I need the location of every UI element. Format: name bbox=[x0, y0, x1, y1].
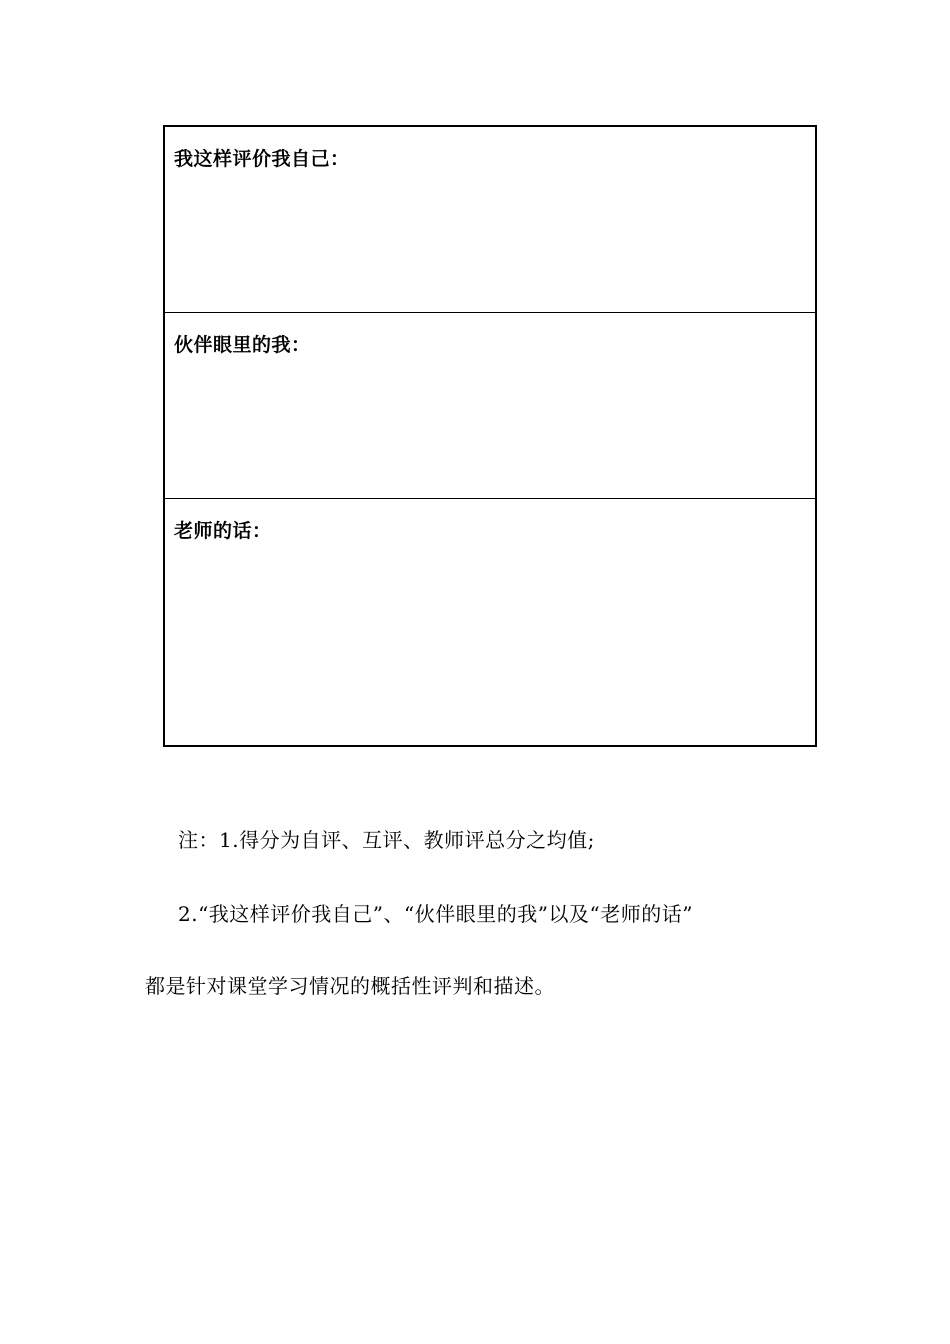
peer-evaluation-row bbox=[165, 313, 815, 499]
peer-evaluation-label: 伙伴眼里的我： bbox=[174, 334, 311, 356]
teacher-comment-label: 老师的话： bbox=[174, 520, 272, 542]
note-line-1: 注：1.得分为自评、互评、教师评总分之均值; bbox=[178, 828, 595, 852]
teacher-comment-row bbox=[165, 499, 815, 745]
note-line-3: 都是针对课堂学习情况的概括性评判和描述。 bbox=[145, 974, 555, 998]
self-evaluation-label: 我这样评价我自己： bbox=[174, 148, 350, 170]
evaluation-table bbox=[163, 125, 817, 747]
self-evaluation-row bbox=[165, 127, 815, 313]
note-line-2: 2.“我这样评价我自己”、“伙伴眼里的我”以及“老师的话” bbox=[178, 902, 693, 926]
